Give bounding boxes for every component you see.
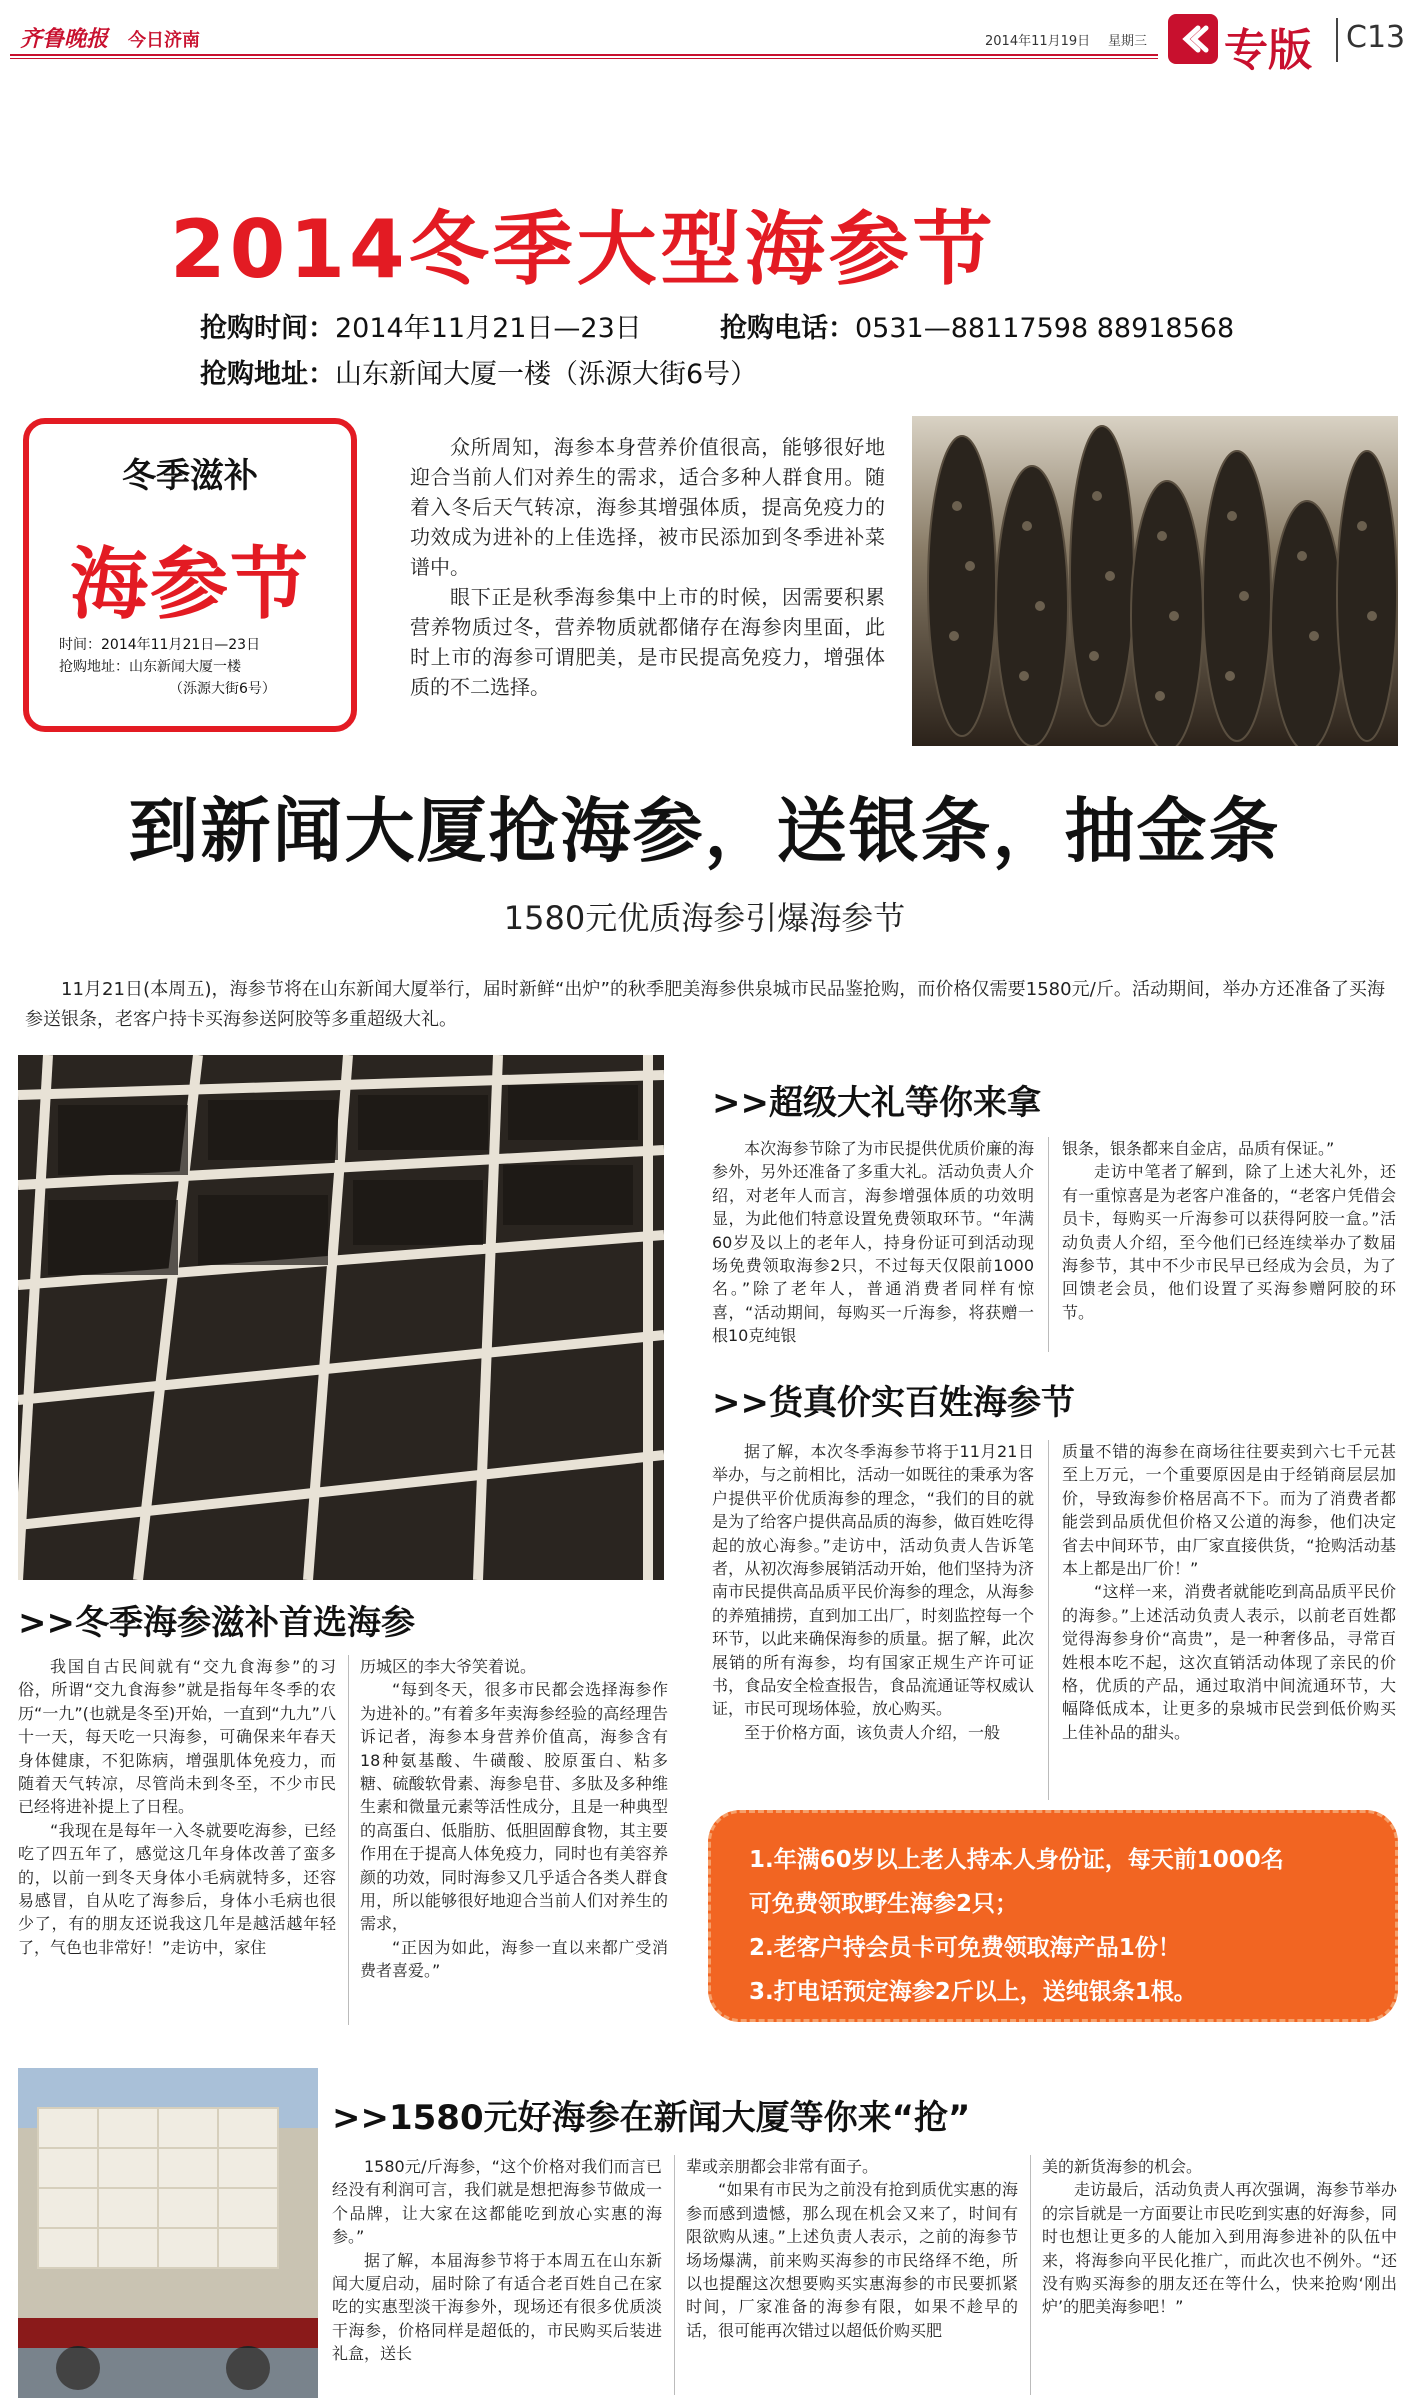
- lead-paragraph: 11月21日(本周五)，海参节将在山东新闻大厦举行，届时新鲜“出炉”的秋季肥美海参供泉城市民品鉴抢购，而价格仅需要1580元/斤。活动期间，举办方还准备了买海参送银条，老客户持卡买海参送阿胶等多重超级大礼。: [25, 979, 1385, 1030]
- promo-address-street: （泺源大街6号）: [169, 681, 276, 697]
- value-column-2: [1062, 1440, 1396, 1744]
- gifts-paragraph: 本次海参节除了为市民提供优质价廉的海参外，另外还准备了多重大礼。活动负责人介绍，对老年人而言，海参增强体质的功效明显，为此他们特意设置免费领取环节。“年满60岁及以上的老年人，持身份证可到活动现场免费领取海参2只，不过每天仅限前1000名。”除了老年人，普通消费者同样有惊喜，“活动期间，每购买一斤海参，将获赠一根10克纯银: [712, 1139, 1034, 1346]
- price-paragraph: 1580元/斤海参，“这个价格对我们而言已经没有利润可言，我们就是想把海参节做成一个品牌，让大家在这都能吃到放心实惠的海参。”: [332, 2157, 662, 2247]
- value-paragraph: 据了解，本次冬季海参节将于11月21日举办，与之前相比，活动一如既往的秉承为客户提供平价优质海参的理念，“我们的目的就是为了给客户提供高品质的海参，做百姓吃得起的放心海参。”走访中，活动负责人告诉笔者，从初次海参展销活动开始，他们坚持为济南市民提供高品质平民价海参的理念，从海参的养殖捕捞，直到加工出厂，时刻监控每一个环节，以此来确保海参的质量。据了解，此次展销的所有海参，均有国家正规生产许可证书，食品安全检查报告，食品流通证等权威认证，市民可现场体验，放心购买。: [712, 1442, 1034, 1719]
- offer-line-4: 3.打电话预定海参2斤以上，送纯银条1根。: [749, 1979, 1197, 2005]
- column-divider: [1048, 1137, 1049, 1352]
- time-label: 抢购时间：: [200, 313, 335, 344]
- price-paragraph: 辈或亲朋都会非常有面子。: [686, 2157, 879, 2176]
- column-divider: [674, 2155, 675, 2395]
- price-paragraph: 美的新货海参的机会。: [1042, 2157, 1203, 2176]
- column-divider: [348, 1655, 349, 2025]
- column-divider: [1030, 2155, 1031, 2395]
- sea-cucumber-photo: [912, 416, 1398, 746]
- promo-address: 抢购地址：山东新闻大厦一楼: [59, 659, 241, 675]
- winter-paragraph: “每到冬天，很多市民都会选择海参作为进补的。”有着多年卖海参经验的高经理告诉记者，海参本身营养价值高，海参含有18种氨基酸、牛磺酸、胶原蛋白、粘多糖、硫酸软骨素、海参皂苷、多肽及多种维生素和微量元素等活性成分，且是一种典型的高蛋白、低脂肪、低胆固醇食物，其主要作用在于提高人体免疫力，同时也有美容养颜的功效，同时海参又几乎适合各类人群食用，所以能够很好地迎合当前人们对养生的需求，: [360, 1680, 668, 1934]
- winter-column-2: [360, 1655, 668, 1983]
- addr-value: 山东新闻大厦一楼（泺源大街6号）: [335, 359, 758, 390]
- section-title-gifts: >>超级大礼等你来拿: [712, 1083, 1041, 1123]
- column-divider: [1048, 1440, 1049, 1800]
- intro-article: [410, 432, 885, 702]
- purchase-time: [200, 306, 642, 345]
- edition-label: 今日济南: [128, 30, 200, 51]
- page-number: C13: [1346, 20, 1406, 55]
- winter-paragraph: 我国自古民间就有“交九食海参”的习俗，所谓“交九食海参”就是指每年冬季的农历“一九”(也就是冬至)开始，一直到“九九”八十一天，每天吃一只海参，可确保来年春天身体健康，不犯陈病，增强肌体免疫力，而随着天气转凉，尽管尚未到冬至，不少市民已经将进补提上了日程。: [18, 1657, 336, 1817]
- header-rule: [10, 54, 1158, 56]
- purchase-phone: [720, 306, 1234, 345]
- drying-trays-photo: [18, 1055, 664, 1580]
- main-headline: 到新闻大厦抢海参，送银条，抽金条: [128, 790, 1281, 872]
- value-column-1: [712, 1440, 1034, 1744]
- promo-top: 冬季滋补: [122, 456, 258, 496]
- header-rule-thin: [10, 58, 1158, 59]
- value-paragraph: 至于价格方面，该负责人介绍，一般: [744, 1722, 1001, 1742]
- price-column-2: [686, 2155, 1018, 2342]
- section-name: 专版: [1224, 25, 1312, 76]
- value-paragraph: “这样一来，消费者就能吃到高品质平民价的海参。”上述活动负责人表示，以前老百姓都觉得海参身价“高贵”，是一种奢侈品，寻常百姓根本吃不起，这次直销活动体现了亲民的价格，优质的产品，通过取消中间流通环节，大幅降低成本，让更多的泉城市民尝到低价购买上佳补品的甜头。: [1062, 1582, 1396, 1742]
- promo-box: [23, 418, 357, 732]
- intro-paragraph: 众所周知，海参本身营养价值很高，能够很好地迎合当前人们对养生的需求，适合多种人群食用。随着入冬后天气转凉，海参其增强体质，提高免疫力的功效成为进补的上佳选择，被市民添加到冬季进补菜谱中。: [410, 435, 885, 579]
- gifts-paragraph: 银条，银条都来自金店，品质有保证。”: [1062, 1139, 1335, 1158]
- sub-headline: 1580元优质海参引爆海参节: [503, 899, 906, 937]
- section-logo-icon: [1168, 14, 1218, 64]
- gifts-paragraph: 走访中笔者了解到，除了上述大礼外，还有一重惊喜是为老客户准备的，“老客户凭借会员卡，每购买一斤海参可以获得阿胶一盒。”活动负责人介绍，至今他们已经连续举办了数届海参节，其中不少市民早已经成为会员，为了回馈老会员，他们设置了买海参赠阿胶的环节。: [1062, 1162, 1396, 1322]
- purchase-address: [200, 352, 757, 391]
- winter-paragraph: “正因为如此，海参一直以来都广受消费者喜爱。”: [360, 1937, 668, 1981]
- gifts-column-1: [712, 1137, 1034, 1348]
- price-column-1: [332, 2155, 662, 2366]
- paper-logo: 齐鲁晚报: [20, 26, 109, 52]
- price-paragraph: 走访最后，活动负责人再次强调，海参节举办的宗旨就是一方面要让市民吃到实惠的好海参，同时也想让更多的人能加入到用海参进补的队伍中来，将海参向平民化推广，而此次也不例外。“还没有购买海参的朋友还在等什么，快来抢购‘刚出炉’的肥美海参吧！”: [1042, 2180, 1397, 2317]
- winter-paragraph: “我现在是每年一入冬就要吃海参，已经吃了四五年了，感觉这几年身体改善了蛮多的，以前一到冬天身体小毛病就特多，还容易感冒，自从吃了海参后，身体小毛病也很少了，有的朋友还说我这几年是越活越年轻了，气色也非常好！”走访中，家住: [18, 1820, 336, 1957]
- intro-paragraph: 眼下正是秋季海参集中上市的时候，因需要积累营养物质过冬，营养物质就都储存在海参肉里面，此时上市的海参可谓肥美，是市民提高免疫力，增强体质的不二选择。: [410, 585, 885, 699]
- issue-date: 2014年11月19日: [985, 34, 1091, 49]
- value-paragraph: 质量不错的海参在商场往往要卖到六七千元甚至上万元，一个重要原因是由于经销商层层加价，导致海参价格居高不下。而为了消费者都能尝到品质优但价格又公道的海参，他们决定省去中间环节，由厂家直接供货，“抢购活动基本上都是出厂价！”: [1062, 1442, 1396, 1579]
- section-title-value: >>货真价实百姓海参节: [712, 1383, 1075, 1423]
- promo-big: 海参节: [69, 540, 310, 630]
- winter-paragraph: 历城区的李大爷笑着说。: [360, 1657, 537, 1676]
- gifts-column-2: [1062, 1137, 1396, 1324]
- delivery-truck-photo: [18, 2068, 318, 2398]
- page-divider: [1336, 18, 1338, 62]
- winter-column-1: [18, 1655, 336, 1959]
- phone-label: 抢购电话：: [720, 313, 855, 344]
- price-paragraph: “如果有市民为之前没有抢到质优实惠的海参而感到遗憾，那么现在机会又来了，时间有限欲购从速。”上述负责人表示，之前的海参节场场爆满，前来购买海参的市民络绎不绝，所以也提醒这次想要购买实惠海参的市民要抓紧时间，厂家准备的海参有限，如果不趁早的话，很可能再次错过以超低价购买肥: [686, 2180, 1018, 2340]
- offer-line-1: 1.年满60岁以上老人持本人身份证，每天前1000名: [749, 1847, 1284, 1873]
- issue-weekday: 星期三: [1108, 34, 1148, 49]
- event-title: 2014冬季大型海参节: [170, 203, 997, 296]
- offer-box: [708, 1810, 1398, 2022]
- offer-line-2: 可免费领取野生海参2只；: [749, 1891, 1019, 1917]
- price-paragraph: 据了解，本届海参节将于本周五在山东新闻大厦启动，届时除了有适合老百姓自己在家吃的实惠型淡干海参外，现场还有很多优质淡干海参，价格同样是超低的，市民购买后装进礼盒，送长: [332, 2250, 662, 2364]
- section-title-winter: >>冬季海参滋补首选海参: [18, 1603, 415, 1643]
- phone-value: 0531—88117598 88918568: [855, 313, 1235, 344]
- offer-line-3: 2.老客户持会员卡可免费领取海产品1份！: [749, 1935, 1181, 1961]
- price-column-3: [1042, 2155, 1397, 2319]
- section-title-price: >>1580元好海参在新闻大厦等你来“抢”: [332, 2098, 971, 2138]
- promo-time: 时间：2014年11月21日—23日: [59, 637, 261, 653]
- time-value: 2014年11月21日—23日: [335, 313, 642, 344]
- addr-label: 抢购地址：: [200, 359, 335, 390]
